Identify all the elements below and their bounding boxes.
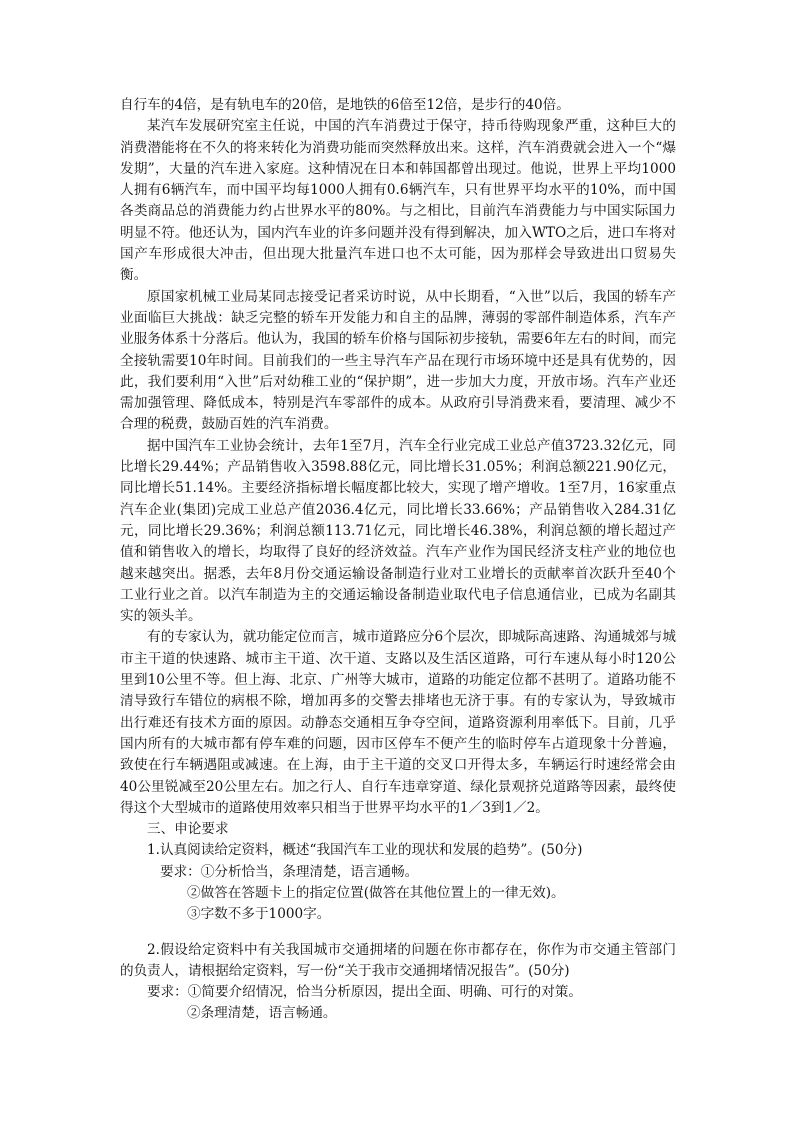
question-1-requirement-1: 要求：①分析恰当，条理清楚，语言通畅。 (160, 863, 419, 880)
question-1-requirement-2: ②做答在答题卡上的指定位置(做答在其他位置上的一律无效)。 (187, 884, 565, 901)
paragraph-urban-roads: 有的专家认为，就功能定位而言，城市道路应分6个层次，即城际高速路、沟通城郊与城市主干道的快速路、城市主干道、次干道、支路以及生活区道路，可行车速从每小时120公里到10公里不等。但上海、北京、广州等大城市，道路的功能定位都不甚明了。道路功能不清导致行车错位的病根不除，增加再多的交警去排堵也无济于事。有的专家认为，导致城市出行难还有技术方面的原因。动静态交通相互争夺空间，道路资源利用率低下。目前，几乎国内所有的大城市都有停车难的问题，因市区停车不便产生的临时停车占道现象十分普遍，致使在行车辆遇阻或减速。在上海，由于主干道的交叉口开得太多，车辆运行时速经常会由40公里锐减至20公里左右。加之行人、自行车违章穿道、绿化景观挤兑道路等因素，最终使得这个大型城市的道路使用效率只相当于世界平均水平的1／3到1／2。 (120, 629, 676, 816)
paragraph-consumption: 某汽车发展研究室主任说，中国的汽车消费过于保守，持币待购现象严重，这种巨大的消费潜能将在不久的将来转化为消费功能而突然释放出来。这样，汽车消费就会进入一个“爆发期”，大量的汽车进入家庭。这种情况在日本和韩国都曾出现过。他说，世界上平均1000人拥有6辆汽车，而中国平均每1000人拥有0.6辆汽车，只有世界平均水平的10%，而中国各类商品总的消费能力约占世界水平的80%。与之相比，目前汽车消费能力与中国实际国力明显不符。他还认为，国内汽车业的许多问题并没有得到解决，加入WTO之后，进口车将对国产车形成很大冲击，但出现大批量汽车进口也不太可能，因为那样会导致进出口贸易失衡。 (120, 118, 676, 284)
question-2: 2.假设给定资料中有关我国城市交通拥堵的问题在你市都存在，你作为市交通主管部门的负责人，请根据给定资料，写一份“关于我市交通拥堵情况报告”。(50分) (120, 941, 676, 979)
paragraph-intro-continuation: 自行车的4倍，是有轨电车的20倍，是地铁的6倍至12倍，是步行的40倍。 (120, 97, 570, 113)
question-1-requirement-3: ③字数不多于1000字。 (187, 906, 331, 923)
paragraph-industry-statistics: 据中国汽车工业协会统计，去年1至7月，汽车全行业完成工业总产值3723.32亿元，同比增长29.44%；产品销售收入3598.88亿元，同比增长31.05%；利润总额221.90亿元，同比增长51.14%。主要经济指标增长幅度都比较大，实现了增产增收。1至7月，16家重点汽车企业(集团)完成工业总产值2036.4亿元，同比增长33.66%；产品销售收入284.31亿元，同比增长29.36%；利润总额113.71亿元，同比增长46.38%，利润总额的增长超过产值和销售收入的增长，均取得了良好的经济效益。汽车产业作为国民经济支柱产业的地位也越来越突出。据悉，去年8月份交通运输设备制造行业对工业增长的贡献率首次跃升至40个工业行业之首。以汽车制造为主的交通运输设备制造业取代电子信息通信业，已成为名副其实的领头羊。 (120, 437, 676, 625)
question-1: 1.认真阅读给定资料，概述“我国汽车工业的现状和发展的趋势”。(50分) (147, 842, 583, 859)
spacer (120, 926, 676, 940)
question-2-requirement-1: 要求：①简要介绍情况，恰当分析原因，提出全面、明确、可行的对策。 (147, 984, 582, 1001)
question-2-requirement-2: ②条理清楚，语言畅通。 (187, 1005, 337, 1022)
paragraph-wto-challenge: 原国家机械工业局某同志接受记者采访时说，从中长期看，“入世”以后，我国的轿车产业面临巨大挑战：缺乏完整的轿车开发能力和自主的品牌，薄弱的零部件制造体系，汽车产业服务体系十分落后。他认为，我国的轿车价格与国际初步接轨，需要6年左右的时间，而完全接轨需要10年时间。目前我们的一些主导汽车产品在现行市场环境中还是具有优势的，因此，我们要利用“入世”后对幼稚工业的“保护期”，进一步加大力度，开放市场。汽车产业还需加强管理、降低成本，特别是汽车零部件的成本。从政府引导消费来看，要清理、减少不合理的税费，鼓励百姓的汽车消费。 (120, 288, 676, 433)
document-page (120, 95, 676, 1025)
section-heading: 三、申论要求 (147, 821, 229, 838)
